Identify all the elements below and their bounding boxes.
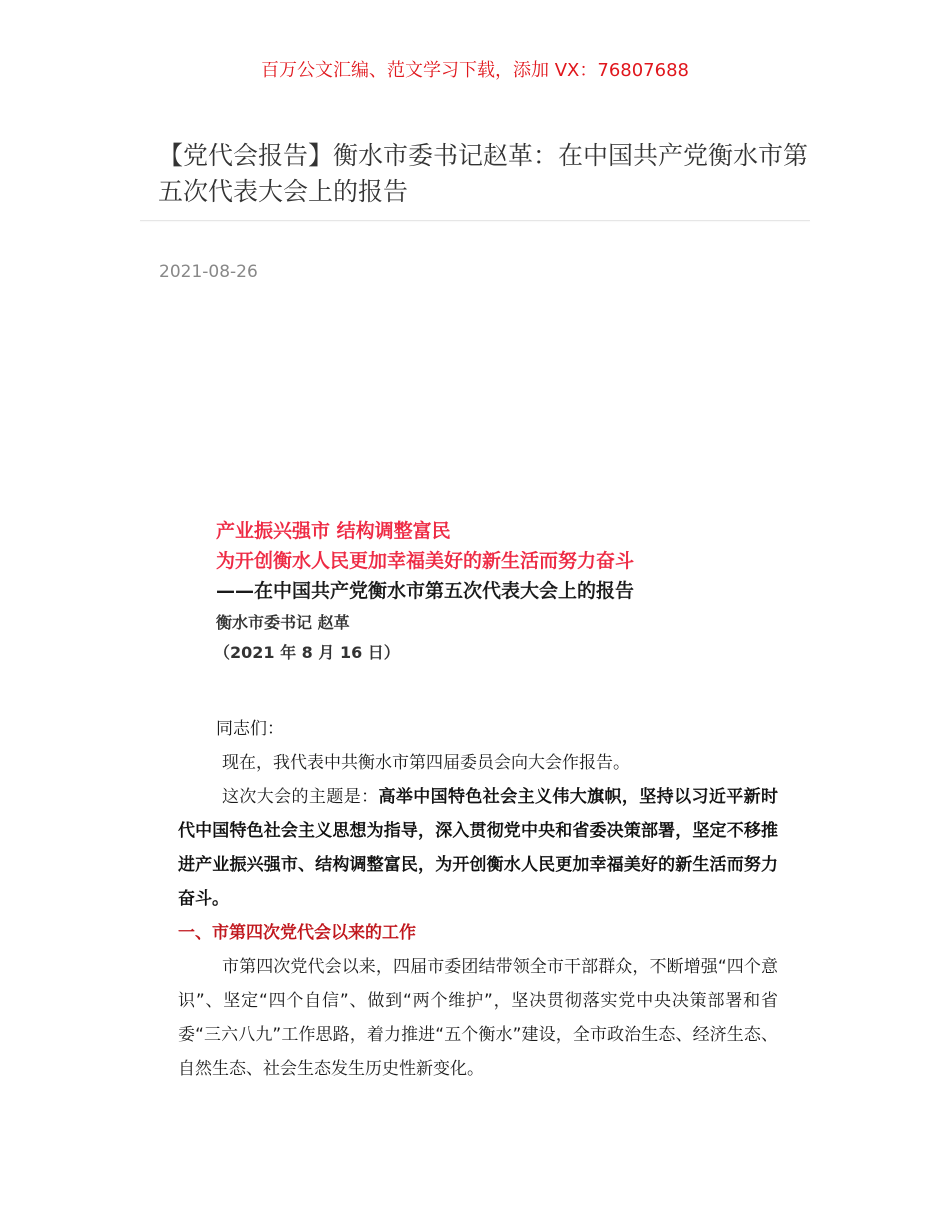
article-title: 【党代会报告】衡水市委书记赵革：在中国共产党衡水市第五次代表大会上的报告 [158, 141, 809, 206]
publish-date: 2021-08-26 [159, 262, 258, 282]
title-divider [140, 220, 810, 221]
section-1-paragraph-1: 市第四次党代会以来，四届市委团结带领全市干部群众，不断增强“四个意识”、坚定“四个自信”、做到“两个维护”，坚决贯彻落实党中央决策部署和省委“三六八九”工作思路，着力推进“五个衡水”建设，全市政治生态、经济生态、自然生态、社会生态发生历史性新变化。 [178, 957, 778, 1079]
section-1-heading: 一、市第四次党代会以来的工作 [178, 923, 416, 943]
report-body [178, 712, 778, 1086]
report-date: （2021 年 8 月 16 日） [214, 643, 400, 662]
report-subtitle: ——在中国共产党衡水市第五次代表大会上的报告 [216, 580, 635, 602]
report-headline-1: 产业振兴强市 结构调整富民 [216, 520, 451, 542]
salutation: 同志们： [216, 719, 284, 739]
report-author: 衡水市委书记 赵革 [216, 613, 350, 632]
report-headline-2: 为开创衡水人民更加幸福美好的新生活而努力奋斗 [216, 550, 635, 572]
theme-paragraph [178, 780, 778, 916]
theme-statement: 高举中国特色社会主义伟大旗帜，坚持以习近平新时代中国特色社会主义思想为指导，深入贯彻党中央和省委决策部署，坚定不移推进产业振兴强市、结构调整富民，为开创衡水人民更加幸福美好的新生活而努力奋斗。 [178, 787, 778, 909]
report-header [216, 516, 776, 667]
promo-banner: 百万公文汇编、范文学习下载，添加 VX：76807688 [261, 60, 689, 81]
theme-prefix: 这次大会的主题是： [222, 787, 379, 807]
intro-paragraph: 现在，我代表中共衡水市第四届委员会向大会作报告。 [222, 753, 630, 773]
